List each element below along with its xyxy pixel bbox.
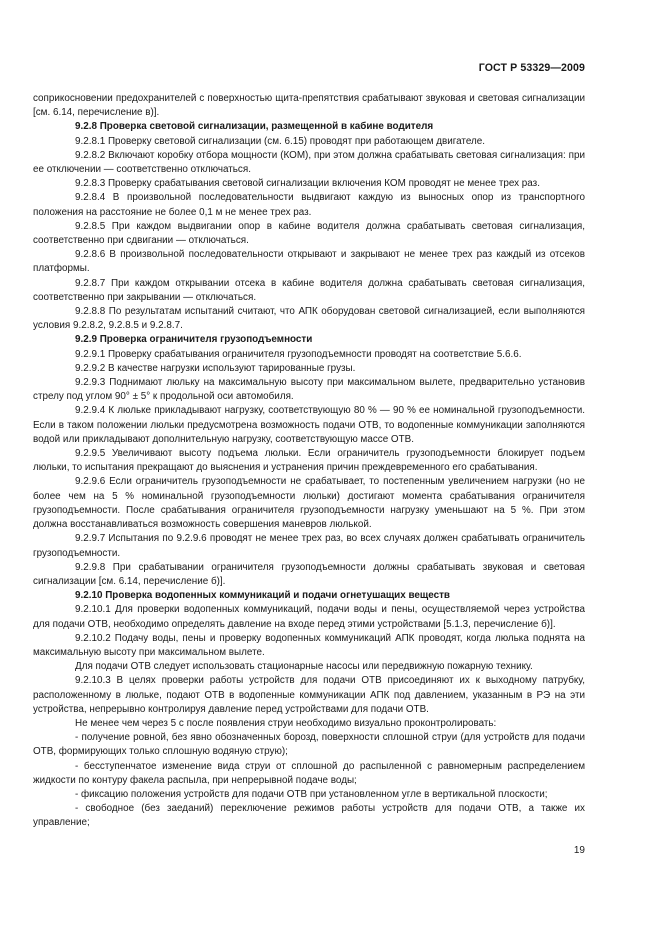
paragraph: 9.2.9.5 Увеличивают высоту подъема люльки. Если ограничитель грузоподъемности блокирует подъем люльки, то испытания прекращают до выяснения и устранения причин преждевременного его срабатывания.	[33, 448, 585, 474]
paragraph: Не менее чем через 5 с после появления струи необходимо визуально проконтролировать:	[75, 717, 497, 729]
paragraph: 9.2.9.1 Проверку срабатывания ограничителя грузоподъемности проводят на соответствие 5.6.6.	[75, 348, 522, 360]
paragraph: 9.2.9.2 В качестве нагрузки используют тарированные грузы.	[75, 362, 356, 374]
paragraph: 9.2.9.7 Испытания по 9.2.9.6 проводят не менее трех раз, во всех случаях должен срабатывать ограничитель грузоподъемности.	[33, 533, 585, 559]
paragraph: 9.2.9.6 Если ограничитель грузоподъемности не срабатывает, то постепенным увеличением нагрузки (но не более чем на 5 % номинальной грузоподъемности люльки) достигают момента срабатывания ограничителя грузоподъемности. После срабатывания ограничителя грузоподъемности нагрузку уменьшают на 5 %. При этом должна восстанавливаться возможность совершения маневров люлькой.	[33, 476, 585, 531]
document-body	[33, 92, 585, 831]
paragraph: 9.2.10.1 Для проверки водопенных коммуникаций, подачи воды и пены, осуществляемой через устройства для подачи ОТВ, необходимо определять давление на входе перед этими устройствами [5.1.3, перечисление б)].	[33, 604, 585, 630]
paragraph: 9.2.10.2 Подачу воды, пены и проверку водопенных коммуникаций АПК проводят, когда люлька поднята на максимальную высоту при максимальном вылете.	[33, 632, 585, 658]
paragraph: 9.2.8.1 Проверку световой сигнализации (см. 6.15) проводят при работающем двигателе.	[75, 135, 486, 147]
paragraph: 9.2.8.5 При каждом выдвигании опор в кабине водителя должна срабатывать световая сигнализация, соответственно при сдвигании — отключаться.	[33, 220, 585, 247]
paragraph: соприкосновении предохранителей с поверхностью щита-препятствия срабатывают звуковая и световая сигнализации [см. 6.14, перечисление в)].	[33, 93, 585, 119]
paragraph: 9.2.8.6 В произвольной последовательности открывают и закрывают не менее трех раз каждый из отсеков платформы.	[33, 249, 585, 275]
paragraph: - фиксацию положения устройств для подачи ОТВ при установленном угле в вертикальной плоскости;	[75, 788, 548, 800]
paragraph: 9.2.10.3 В целях проверки работы устройств для подачи ОТВ присоединяют их к выходному патрубку, расположенному в люльке, подают ОТВ в водопенные коммуникации АПК под давлением, указанным в РЭ на эти устройства, непрерывно контролируя давление перед устройствами для подачи ОТВ.	[33, 675, 585, 715]
section-heading: 9.2.8 Проверка световой сигнализации, размещенной в кабине водителя	[75, 121, 434, 133]
standard-header: ГОСТ Р 53329—2009	[478, 62, 585, 74]
paragraph: 9.2.9.8 При срабатывании ограничителя грузоподъемности должны срабатывать звуковая и световая сигнализации [см. 6.14, перечисление б)].	[33, 561, 585, 587]
paragraph: Для подачи ОТВ следует использовать стационарные насосы или передвижную пожарную технику.	[75, 661, 533, 673]
paragraph: - свободное (без заеданий) переключение режимов работы устройств для подачи ОТВ, а также их управление;	[33, 803, 585, 829]
page-number: 19	[573, 845, 585, 856]
paragraph: - получение ровной, без явно обозначенных борозд, поверхности сплошной струи (для устройств для подачи ОТВ, формирующих только сплошную водяную струю);	[33, 732, 585, 758]
section-heading: 9.2.10 Проверка водопенных коммуникаций и подачи огнетушащих веществ	[75, 590, 450, 602]
paragraph: 9.2.8.3 Проверку срабатывания световой сигнализации включения КОМ проводят не менее трех раз.	[75, 178, 540, 190]
paragraph: 9.2.8.8 По результатам испытаний считают, что АПК оборудован световой сигнализацией, если выполняются условия 9.2.8.2, 9.2.8.5 и 9.2.8.7.	[33, 306, 585, 332]
paragraph: 9.2.8.2 Включают коробку отбора мощности (КОМ), при этом должна срабатывать световая сигнализация: при ее отключении — соответственно отключаться.	[33, 149, 585, 176]
paragraph: 9.2.8.4 В произвольной последовательности выдвигают каждую из выносных опор из транспортного положения на расстояние не более 0,1 м не менее трех раз.	[33, 192, 585, 218]
paragraph: - бесступенчатое изменение вида струи от сплошной до распыленной с равномерным распределением жидкости по контуру факела распыла, при непрерывной подаче воды;	[33, 760, 585, 786]
paragraph: 9.2.8.7 При каждом открывании отсека в кабине водителя должна срабатывать световая сигнализация, соответственно при закрывании — отключаться.	[33, 277, 585, 303]
section-heading: 9.2.9 Проверка ограничителя грузоподъемности	[75, 334, 313, 346]
paragraph: 9.2.9.3 Поднимают люльку на максимальную высоту при максимальном вылете, предварительно установив стрелу под углом 90° ± 5° к продольной оси автомобиля.	[33, 377, 585, 403]
paragraph: 9.2.9.4 К люльке прикладывают нагрузку, соответствующую 80 % — 90 % ее номинальной грузоподъемности. Если в таком положении люльки предусмотрена возможность подачи ОТВ, то водопенные коммуникации заполняются водой или прикладывают дополнительную нагрузку, соответствующую массе ОТВ.	[33, 405, 585, 445]
